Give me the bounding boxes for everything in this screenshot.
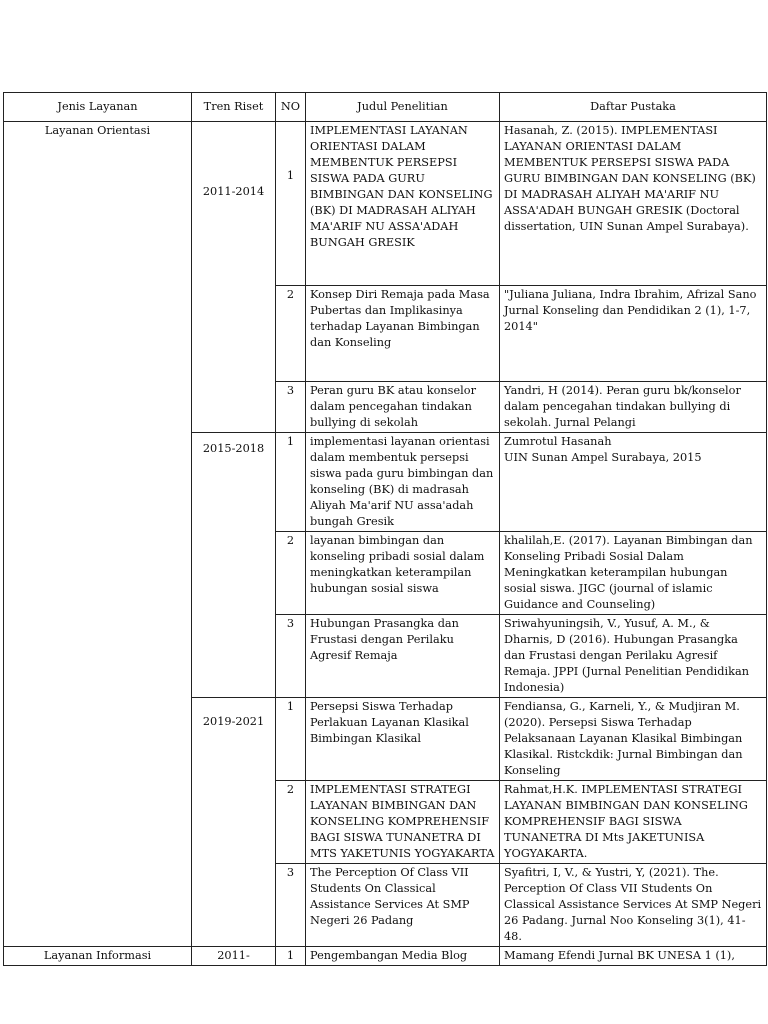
pustaka-author: Zumrotul Hasanah bbox=[504, 435, 612, 448]
tren-riset-cell: 2011-2014 bbox=[192, 122, 276, 433]
row-number: 1 bbox=[276, 947, 306, 966]
header-judul-penelitian: Judul Penelitian bbox=[306, 93, 500, 122]
pustaka-cell: Sriwahyuningsih, V., Yusuf, A. M., & Dharnis, D (2016). Hubungan Prasangka dan Frustasi dengan Perilaku Agresif Remaja. JPPI (Jurnal Penelitian Pendidikan Indonesia) bbox=[500, 615, 767, 698]
pustaka-cell: Hasanah, Z. (2015). IMPLEMENTASI LAYANAN ORIENTASI DALAM MEMBENTUK PERSEPSI SISWA PADA GURU BIMBINGAN DAN KONSELING (BK) DI MADRASAH ALIYAH MA'ARIF NU ASSA'ADAH BUNGAH GRESIK (Doctoral dissertation, UIN Sunan Ampel Surabaya). bbox=[500, 122, 767, 286]
tren-riset-cell: 2011- bbox=[192, 947, 276, 966]
pustaka-cell: khalilah,E. (2017). Layanan Bimbingan dan Konseling Pribadi Sosial Dalam Meningkatkan keterampilan hubungan sosial siswa. JIGC (journal of islamic Guidance and Counseling) bbox=[500, 532, 767, 615]
pustaka-cell: "Juliana Juliana, Indra Ibrahim, Afrizal Sano Jurnal Konseling dan Pendidikan 2 (1), 1-7, 2014" bbox=[500, 286, 767, 382]
header-tren-riset: Tren Riset bbox=[192, 93, 276, 122]
header-jenis-layanan: Jenis Layanan bbox=[4, 93, 192, 122]
pustaka-cell: Fendiansa, G., Karneli, Y., & Mudjiran M. (2020). Persepsi Siswa Terhadap Pelaksanaan Layanan Klasikal Bimbingan Klasikal. Ristckdik: Jurnal Bimbingan dan Konseling bbox=[500, 698, 767, 781]
table-row bbox=[4, 122, 767, 286]
judul-cell: layanan bimbingan dan konseling pribadi sosial dalam meningkatkan keterampilan hubungan sosial siswa bbox=[306, 532, 500, 615]
jenis-layanan-cell: Layanan Informasi bbox=[4, 947, 192, 966]
row-number: 3 bbox=[276, 864, 306, 947]
pustaka-source: UIN Sunan Ampel Surabaya, 2015 bbox=[504, 451, 702, 464]
judul-cell: IMPLEMENTASI STRATEGI LAYANAN BIMBINGAN DAN KONSELING KOMPREHENSIF BAGI SISWA TUNANETRA DI MTS YAKETUNIS YOGYAKARTA bbox=[306, 781, 500, 864]
table-row bbox=[4, 947, 767, 966]
tren-riset-cell: 2019-2021 bbox=[192, 698, 276, 947]
row-number: 1 bbox=[276, 122, 306, 286]
jenis-layanan-cell: Layanan Orientasi bbox=[4, 122, 192, 947]
row-number: 2 bbox=[276, 286, 306, 382]
pustaka-cell: Rahmat,H.K. IMPLEMENTASI STRATEGI LAYANAN BIMBINGAN DAN KONSELING KOMPREHENSIF BAGI SISWA TUNANETRA DI Mts JAKETUNISA YOGYAKARTA. bbox=[500, 781, 767, 864]
row-number: 2 bbox=[276, 781, 306, 864]
header-daftar-pustaka: Daftar Pustaka bbox=[500, 93, 767, 122]
research-table bbox=[3, 92, 767, 966]
judul-cell: Konsep Diri Remaja pada Masa Pubertas dan Implikasinya terhadap Layanan Bimbingan dan Konseling bbox=[306, 286, 500, 382]
header-no: NO bbox=[276, 93, 306, 122]
judul-cell: IMPLEMENTASI LAYANAN ORIENTASI DALAM MEMBENTUK PERSEPSI SISWA PADA GURU BIMBINGAN DAN KONSELING (BK) DI MADRASAH ALIYAH MA'ARIF NU ASSA'ADAH BUNGAH GRESIK bbox=[306, 122, 500, 286]
row-number: 2 bbox=[276, 532, 306, 615]
row-number: 3 bbox=[276, 615, 306, 698]
pustaka-cell: Syafitri, I, V., & Yustri, Y, (2021). The. Perception Of Class VII Students On Classical Assistance Services At SMP Negeri 26 Padang. Jurnal Noo Konseling 3(1), 41-48. bbox=[500, 864, 767, 947]
judul-cell: Peran guru BK atau konselor dalam pencegahan tindakan bullying di sekolah bbox=[306, 382, 500, 433]
row-number: 3 bbox=[276, 382, 306, 433]
judul-cell: Persepsi Siswa Terhadap Perlakuan Layanan Klasikal Bimbingan Klasikal bbox=[306, 698, 500, 781]
row-number: 1 bbox=[276, 433, 306, 532]
judul-cell: implementasi layanan orientasi dalam membentuk persepsi siswa pada guru bimbingan dan konseling (BK) di madrasah Aliyah Ma'arif NU assa'adah bungah Gresik bbox=[306, 433, 500, 532]
row-number: 1 bbox=[276, 698, 306, 781]
tren-riset-cell: 2015-2018 bbox=[192, 433, 276, 698]
pustaka-cell: Yandri, H (2014). Peran guru bk/konselor dalam pencegahan tindakan bullying di sekolah. Jurnal Pelangi bbox=[500, 382, 767, 433]
pustaka-cell: Mamang Efendi Jurnal BK UNESA 1 (1), bbox=[500, 947, 767, 966]
judul-cell: The Perception Of Class VII Students On Classical Assistance Services At SMP Negeri 26 Padang bbox=[306, 864, 500, 947]
pustaka-cell bbox=[500, 433, 767, 532]
header-row bbox=[4, 93, 767, 122]
judul-cell: Pengembangan Media Blog bbox=[306, 947, 500, 966]
judul-cell: Hubungan Prasangka dan Frustasi dengan Perilaku Agresif Remaja bbox=[306, 615, 500, 698]
